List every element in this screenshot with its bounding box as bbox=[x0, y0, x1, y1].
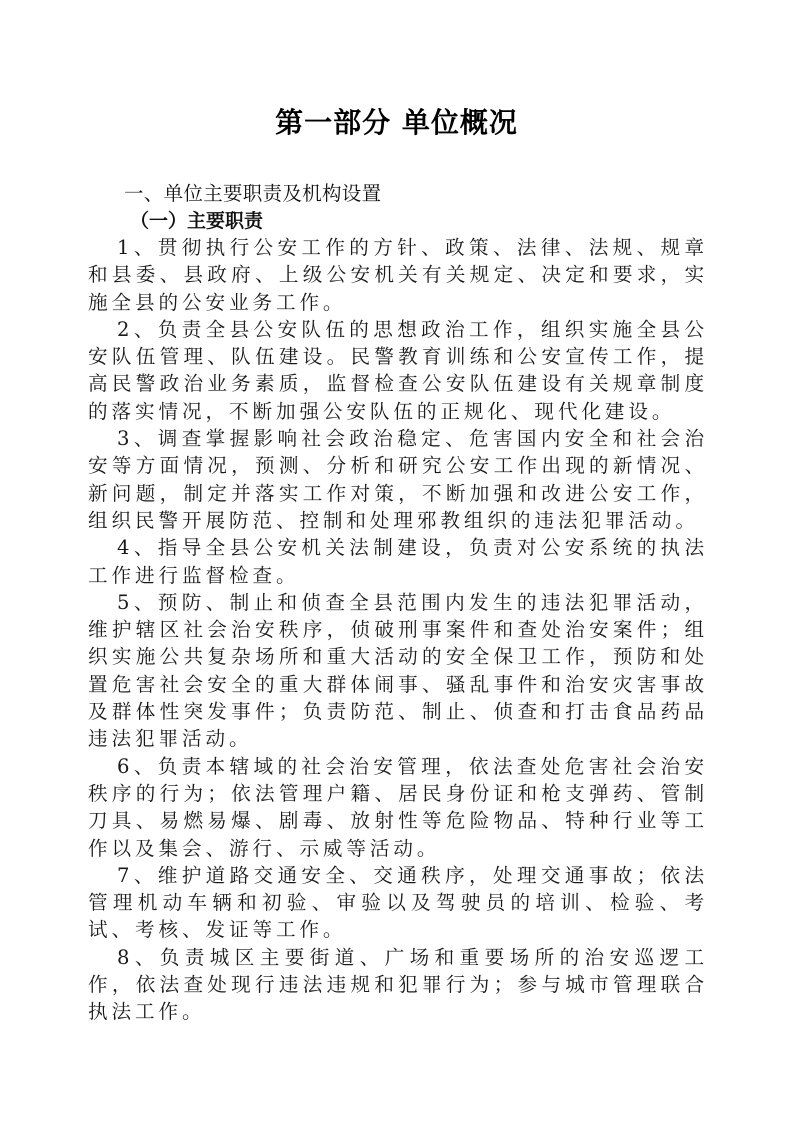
duty-paragraph-6: 6、负责本辖域的社会治安管理，依法查处危害社会治安秩序的行为；依法管理户籍、居民身份证和枪支弹药、管制刀具、易燃易爆、剧毒、放射性等危险物品、特种行业等工作以及集会、游行、示威等活动。 bbox=[88, 754, 708, 860]
duty-paragraph-8: 8、负责城区主要街道、广场和重要场所的治安巡逻工作，依法查处现行违法违规和犯罪行为；参与城市管理联合执法工作。 bbox=[88, 945, 708, 1024]
duty-paragraph-5: 5、预防、制止和侦查全县范围内发生的违法犯罪活动，维护辖区社会治安秩序，侦破刑事案件和查处治安案件；组织实施公共复杂场所和重大活动的安全保卫工作，预防和处置危害社会安全的重大群体闹事、骚乱事件和治安灾害事故及群体性突发事件；负责防范、制止、侦查和打击食品药品违法犯罪活动。 bbox=[88, 590, 708, 751]
document-body bbox=[88, 234, 708, 1026]
duty-paragraph-3: 3、调查掌握影响社会政治稳定、危害国内安全和社会治安等方面情况，预测、分析和研究公安工作出现的新情况、新问题，制定并落实工作对策，不断加强和改进公安工作，组织民警开展防范、控制和处理邪教组织的违法犯罪活动。 bbox=[88, 427, 708, 532]
duty-paragraph-1: 1、贯彻执行公安工作的方针、政策、法律、法规、规章和县委、县政府、上级公安机关有关规定、决定和要求，实施全县的公安业务工作。 bbox=[88, 236, 708, 314]
subsection-heading: （一）主要职责 bbox=[130, 210, 264, 232]
duty-paragraph-7: 7、维护道路交通安全、交通秩序，处理交通事故；依法管理机动车辆和初验、审验以及驾驶员的培训、检验、考试、考核、发证等工作。 bbox=[88, 863, 708, 942]
document-title: 第一部分 单位概况 bbox=[275, 106, 518, 139]
duty-paragraph-2: 2、负责全县公安队伍的思想政治工作，组织实施全县公安队伍管理、队伍建设。民警教育训练和公安宣传工作，提高民警政治业务素质，监督检查公安队伍建设有关规章制度的落实情况，不断加强公安队伍的正规化、现代化建设。 bbox=[88, 317, 708, 423]
section-heading: 一、单位主要职责及机构设置 bbox=[124, 182, 382, 205]
duty-paragraph-4: 4、指导全县公安机关法制建设，负责对公安系统的执法工作进行监督检查。 bbox=[88, 536, 708, 587]
